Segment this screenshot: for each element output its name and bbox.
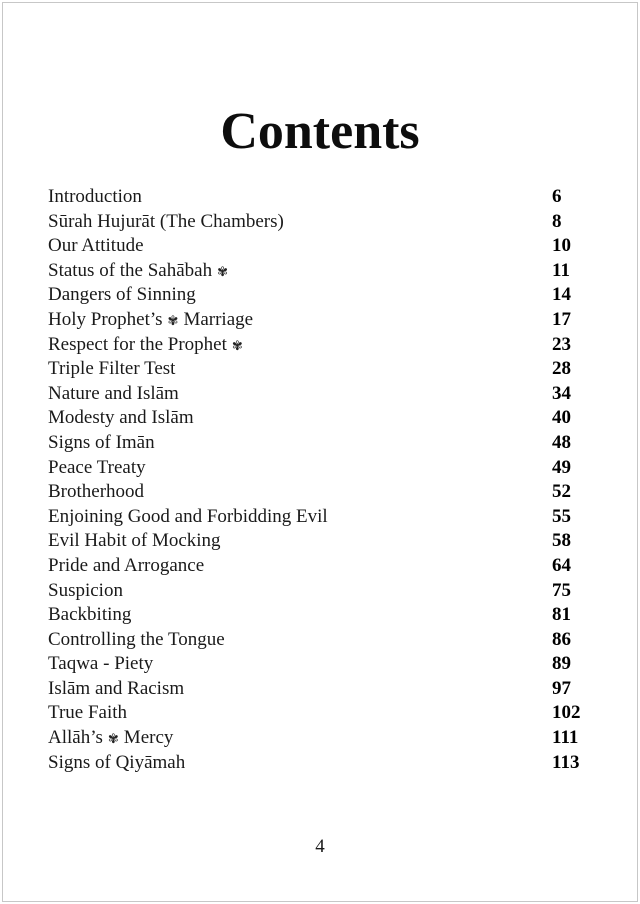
page-title: Contents bbox=[220, 103, 420, 160]
toc-row bbox=[0, 554, 640, 579]
toc-item-label: Holy Prophet’s bbox=[48, 308, 163, 330]
toc-item-label: Suspicion bbox=[48, 579, 123, 601]
toc-row bbox=[0, 357, 640, 382]
toc-page-number: 23 bbox=[552, 333, 571, 355]
toc-item-label: Peace Treaty bbox=[48, 456, 146, 478]
toc-page-number: 17 bbox=[552, 308, 571, 330]
toc-row bbox=[0, 480, 640, 505]
toc-row bbox=[0, 603, 640, 628]
toc-page-number: 52 bbox=[552, 481, 571, 503]
toc-item-label-after: Mercy bbox=[123, 727, 174, 749]
toc-page-number: 40 bbox=[552, 407, 571, 429]
toc-page-number: 113 bbox=[552, 751, 580, 773]
toc-page-number: 34 bbox=[552, 382, 571, 404]
toc-row bbox=[0, 308, 640, 333]
toc-page-number: 86 bbox=[552, 628, 571, 650]
toc-item-label: True Faith bbox=[48, 702, 128, 724]
toc-row bbox=[0, 726, 640, 751]
toc-item-label: Modesty and Islām bbox=[48, 407, 194, 429]
toc-page-number: 6 bbox=[552, 186, 562, 207]
toc-item-label: Taqwa - Piety bbox=[48, 653, 154, 675]
table-of-contents bbox=[0, 185, 640, 775]
honorific-icon: ✾ bbox=[107, 732, 119, 748]
toc-row bbox=[0, 505, 640, 530]
toc-row bbox=[0, 210, 640, 235]
toc-row bbox=[0, 677, 640, 702]
toc-item-label: Sūrah Hujurāt (The Chambers) bbox=[48, 210, 284, 232]
toc-item-label: Controlling the Tongue bbox=[48, 628, 225, 650]
toc-item-label: Nature and Islām bbox=[48, 382, 179, 404]
toc-row bbox=[0, 529, 640, 554]
toc-item-label: Signs of Qiyāmah bbox=[48, 751, 186, 773]
toc-page-number: 48 bbox=[552, 431, 571, 453]
toc-page-number: 89 bbox=[552, 653, 571, 675]
toc-item-label: Status of the Sahābah bbox=[48, 259, 213, 281]
toc-page-number: 81 bbox=[552, 604, 571, 626]
toc-row bbox=[0, 283, 640, 308]
toc-row bbox=[0, 456, 640, 481]
toc-row bbox=[0, 406, 640, 431]
toc-item-label: Islām and Racism bbox=[48, 677, 185, 699]
toc-page-number: 97 bbox=[552, 677, 571, 699]
toc-page-number: 75 bbox=[552, 579, 571, 601]
toc-page-number: 58 bbox=[552, 530, 571, 552]
toc-item-label: Triple Filter Test bbox=[48, 358, 176, 380]
toc-row bbox=[0, 431, 640, 456]
toc-item-label: Allāh’s bbox=[48, 727, 103, 749]
toc-item-label: Enjoining Good and Forbidding Evil bbox=[48, 505, 328, 527]
footer-page-number: 4 bbox=[315, 836, 325, 857]
toc-page-number: 11 bbox=[552, 259, 570, 281]
toc-item-label: Our Attitude bbox=[48, 235, 144, 257]
toc-row bbox=[0, 579, 640, 604]
honorific-icon: ✾ bbox=[217, 264, 229, 280]
toc-row bbox=[0, 185, 640, 210]
toc-page-number: 14 bbox=[552, 284, 571, 306]
toc-page-number: 10 bbox=[552, 235, 571, 257]
toc-row bbox=[0, 652, 640, 677]
honorific-icon: ✾ bbox=[167, 313, 179, 329]
toc-item-label: Pride and Arrogance bbox=[48, 554, 205, 576]
toc-item-label: Respect for the Prophet bbox=[48, 333, 227, 355]
toc-page-number: 102 bbox=[552, 702, 581, 724]
toc-item-label: Signs of Imān bbox=[48, 431, 155, 453]
toc-item-label: Dangers of Sinning bbox=[48, 284, 196, 306]
toc-page-number: 49 bbox=[552, 456, 571, 478]
toc-item-label-after: Marriage bbox=[183, 308, 254, 330]
honorific-icon: ✾ bbox=[231, 338, 243, 354]
toc-item-label: Brotherhood bbox=[48, 481, 145, 503]
toc-row bbox=[0, 751, 640, 776]
toc-row bbox=[0, 234, 640, 259]
toc-item-label: Introduction bbox=[48, 186, 142, 207]
toc-item-label: Backbiting bbox=[48, 604, 132, 626]
toc-page-number: 28 bbox=[552, 358, 571, 380]
toc-page-number: 55 bbox=[552, 505, 571, 527]
toc-row bbox=[0, 701, 640, 726]
toc-item-label: Evil Habit of Mocking bbox=[48, 530, 221, 552]
toc-row bbox=[0, 628, 640, 653]
toc-page-number: 64 bbox=[552, 554, 571, 576]
toc-row bbox=[0, 382, 640, 407]
toc-page-number: 111 bbox=[552, 727, 579, 749]
toc-page-number: 8 bbox=[552, 210, 562, 232]
toc-row bbox=[0, 333, 640, 358]
toc-row bbox=[0, 259, 640, 284]
